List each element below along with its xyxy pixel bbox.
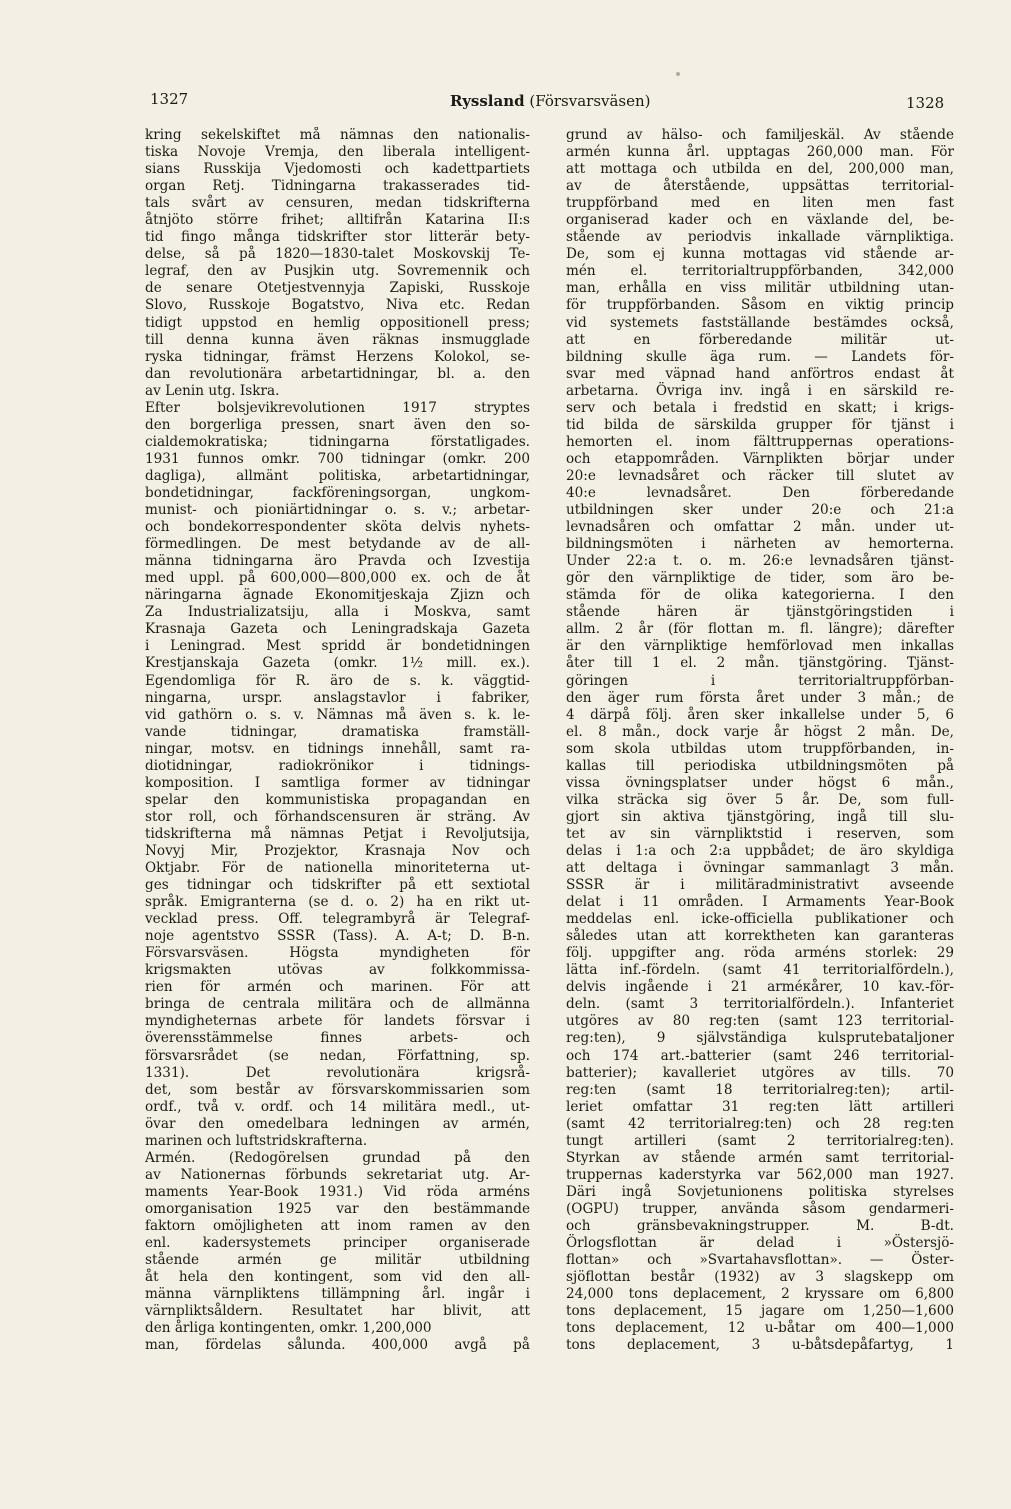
text-line: mén el. territorialtruppförbanden, 342,000	[566, 263, 954, 280]
text-line: Novyj Mir, Prozjektor, Krasnaja Nov och	[145, 842, 530, 859]
text-line: 20:e levnadsåret och räcker till slutet av	[566, 467, 954, 484]
text-line: hemorten el. inom fälttruppernas operations-	[566, 433, 954, 450]
text-line: i Leningrad. Mest spridd är bondetidningen	[145, 638, 530, 655]
text-line: således utan att korrektheten kan garanteras	[566, 928, 954, 945]
text-line: (samt 42 territorialreg:ten) och 28 reg:ten	[566, 1115, 954, 1132]
text-line: munist- och pioniärtidningar o. s. v.; arbetar-	[145, 502, 530, 519]
left-text-column	[145, 127, 530, 1417]
text-line: ges tidningar och tidskrifter på ett sextiotal	[145, 877, 530, 894]
text-line: enl. kadersystemets principer organiserade	[145, 1235, 530, 1252]
text-line: sjöflottan består (1932) av 3 slagskepp om	[566, 1269, 954, 1286]
text-line: utbildningen sker under 20:e och 21:a	[566, 502, 954, 519]
text-line: näringarna ägnade Ekonomitjeskaja Zjizn och	[145, 587, 530, 604]
text-line: och etappområden. Värnplikten börjar under	[566, 450, 954, 467]
text-line: serv och betala i fredstid en skatt; i krigs-	[566, 399, 954, 416]
text-line: man, fördelas sålunda. 400,000 avgå på	[145, 1337, 530, 1354]
text-line: bildningsmöten i närheten av hemorterna.	[566, 536, 954, 553]
text-line: göringen i territorialtruppförban-	[566, 672, 954, 689]
text-line: dan revolutionära arbetartidningar, bl. a. den	[145, 365, 530, 382]
text-line: vid systemets fastställande bestämdes också,	[566, 314, 954, 331]
text-line: tons deplacement, 15 jagare om 1,250—1,600	[566, 1303, 954, 1320]
text-line: maments Year-Book 1931.) Vid röda arméns	[145, 1183, 530, 1200]
text-line: utgöres av 80 reg:ten (samt 123 territorial-	[566, 1013, 954, 1030]
text-line: 4 därpå följ. åren sker inkallelse under 5, 6	[566, 706, 954, 723]
text-line: att deltaga i övningar sammanlagt 3 mån.	[566, 860, 954, 877]
text-line: Armén. (Redogörelsen grundad på den	[145, 1149, 530, 1166]
text-line: ryska tidningar, främst Herzens Kolokol, se-	[145, 348, 530, 365]
text-line: 24,000 tons deplacement, 2 kryssare om 6,800	[566, 1286, 954, 1303]
text-line: bringa de centrala militära och de allmänna	[145, 996, 530, 1013]
text-line: att en förberedande militär ut-	[566, 331, 954, 348]
text-line: försvarsrådet (se nedan, Författning, sp.	[145, 1047, 530, 1064]
text-line: åtnjöto större frihet; alltifrån Katarina II:s	[145, 212, 530, 229]
text-line: lätta inf.-fördeln. (samt 41 territorialfördeln.),	[566, 962, 954, 979]
text-line: den årliga kontingenten, omkr. 1,200,000	[145, 1320, 432, 1337]
text-line: tals svårt av censuren, medan tidskrifterna	[145, 195, 530, 212]
text-line: delse, så på 1820—1830-talet Moskovskij Te-	[145, 246, 530, 263]
text-line: Za Industrializatsiju, alla i Moskva, samt	[145, 604, 530, 621]
text-line: marinen och luftstridskrafterna.	[145, 1132, 368, 1149]
text-line: stämda för de olika kategorierna. I den	[566, 587, 954, 604]
text-line: att mottaga och utbilda en del, 200,000 man,	[566, 161, 954, 178]
right-text-column	[566, 127, 954, 1417]
text-line: Styrkan av stående armén samt territorial-	[566, 1149, 954, 1166]
text-line: värnpliktsåldern. Resultatet har blivit, att	[145, 1303, 530, 1320]
text-line: åt hela den kontingent, som vid den all-	[145, 1269, 530, 1286]
text-line: svar med väpnad hand anförtros endast åt	[566, 365, 954, 382]
text-line: Försvarsväsen. Högsta myndigheten för	[145, 945, 530, 962]
page-number-left: 1327	[150, 90, 189, 108]
text-line: vilka sträcka sig över 5 år. De, som full-	[566, 791, 954, 808]
page-header	[0, 90, 1011, 116]
text-line: tons deplacement, 3 u-båtsdepåfartyg, 1	[566, 1337, 954, 1354]
text-line: till denna kunna även räknas insmugglade	[145, 331, 530, 348]
text-line: allm. 2 år (för flottan m. fl. längre); därefter	[566, 621, 954, 638]
text-line: gör den värnpliktige de tider, som äro be-	[566, 570, 954, 587]
text-line: Efter bolsjevikrevolutionen 1917 stryptes	[145, 399, 530, 416]
text-line: organ Retj. Tidningarna trakasserades tid-	[145, 178, 530, 195]
text-line: tidskrifterna må nämnas Petjat i Revoljutsija,	[145, 825, 530, 842]
text-line: De, som ej kunna mottagas vid stående ar-	[566, 246, 954, 263]
text-line: rien för armén och marinen. För att	[145, 979, 530, 996]
text-line: och gränsbevakningstrupper. M. B-dt.	[566, 1218, 954, 1234]
text-line: språk. Emigranterna (se d. o. 2) ha en rikt ut-	[145, 894, 530, 911]
text-line: vissa övningsplatser under högst 6 mån.,	[566, 774, 954, 791]
text-line: tiska Novoje Vremja, den liberala intelligent-	[145, 144, 530, 161]
text-line: vid gathörn o. s. v. Nämnas må även s. k. le-	[145, 706, 530, 723]
text-line: myndigheternas arbete för landets försvar i	[145, 1013, 530, 1030]
text-line: ordf., två v. ordf. och 14 militära medl., ut-	[145, 1098, 530, 1115]
text-line: 40:e levnadsåret. Den förberedande	[566, 484, 954, 501]
text-line: förmedlingen. De mest betydande av de all-	[145, 536, 530, 553]
text-line: Egendomliga för R. äro de s. k. väggtid-	[145, 672, 530, 689]
text-line: armén kunna årl. upptagas 260,000 man. För	[566, 144, 954, 161]
text-line: Däri ingå Sovjetunionens politiska styrelses	[566, 1183, 954, 1200]
text-line: reg:ten (samt 18 territorialreg:ten); artil-	[566, 1081, 954, 1098]
text-line: Krestjanskaja Gazeta (omkr. 1½ mill. ex.).	[145, 655, 530, 672]
text-line: den borgerliga pressen, snart även den so-	[145, 416, 530, 433]
text-line: grund av hälso- och familjeskäl. Av stående	[566, 127, 954, 143]
text-line: man, erhålla en viss militär utbildning utan-	[566, 280, 954, 297]
text-line: männa tidningarna äro Pravda och Izvestija	[145, 553, 530, 570]
text-line: tid fingo många tidskrifter stor litterär bety-	[145, 229, 530, 246]
ink-speck	[676, 72, 680, 76]
text-line: ningarna, urspr. anslagstavlor i fabriker,	[145, 689, 530, 706]
text-line: och bondekorrespondenter sköta delvis nyhets-	[145, 519, 530, 536]
text-line: diotidningar, radiokrönikor i tidnings-	[145, 757, 530, 774]
text-line: noje agentstvo SSSR (Tass). A. A-t; D. B-n.	[145, 928, 530, 945]
text-line: SSSR är i militäradministrativt avseende	[566, 877, 954, 894]
text-line: kallas till periodiska utbildningsmöten på	[566, 757, 954, 774]
text-line: Krasnaja Gazeta och Leningradskaja Gazeta	[145, 621, 530, 638]
text-line: (OGPU) trupper, använda såsom gendarmeri-	[566, 1200, 954, 1217]
running-title-rest: (Försvarsväsen)	[524, 92, 651, 110]
text-line: följ. uppgifter ang. röda arméns storlek: 29	[566, 945, 954, 962]
text-line: organiserad kader och en växlande del, be-	[566, 212, 954, 229]
text-line: tungt artilleri (samt 2 territorialreg:ten).	[566, 1132, 954, 1149]
text-line: spelar den kommunistiska propagandan en	[145, 791, 530, 808]
text-line: åter till 1 el. 2 mån. tjänstgöring. Tjänst-	[566, 655, 954, 672]
text-line: vecklad press. Off. telegrambyrå är Telegraf-	[145, 911, 530, 928]
running-title-bold: Ryssland	[450, 92, 525, 110]
text-line: tidigt uppstod en hemlig oppositionell press;	[145, 314, 530, 331]
text-line: cialdemokratiska; tidningarna förstatligades.	[145, 433, 530, 450]
text-line: bildning skulle äga rum. — Landets för-	[566, 348, 954, 365]
text-line: leriet omfattar 31 reg:ten lätt artilleri	[566, 1098, 954, 1115]
text-line: är den värnpliktige hemförlovad men inkallas	[566, 638, 954, 655]
text-line: överensstämmelse finnes arbets- och	[145, 1030, 530, 1047]
text-line: ningar, motsv. en tidnings innehåll, samt ra-	[145, 740, 530, 757]
text-line: Slovo, Russkoje Bogatstvo, Niva etc. Redan	[145, 297, 530, 314]
text-line: stående av periodvis inkallade värnpliktiga.	[566, 229, 954, 246]
text-line: för truppförbanden. Såsom en viktig princip	[566, 297, 954, 314]
text-line: delas i 1:a och 2:a uppbådet; de äro skyldiga	[566, 842, 954, 859]
text-line: vande tidningar, dramatiska framställ-	[145, 723, 530, 740]
text-line: gjort sin aktiva tjänstgöring, ingå till slu-	[566, 808, 954, 825]
text-line: truppernas kaderstyrka var 562,000 man 1927.	[566, 1166, 954, 1183]
text-line: tons deplacement, 12 u-båtar om 400—1,000	[566, 1320, 954, 1337]
text-line: av Lenin utg. Iskra.	[145, 382, 280, 399]
text-line: dagliga), allmänt politiska, arbetartidningar,	[145, 467, 530, 484]
text-line: som skola utbildas utom truppförbanden, in-	[566, 740, 954, 757]
text-line: tet av sin värnpliktstid i reserven, som	[566, 825, 954, 842]
text-line: övar den omedelbara ledningen av armén,	[145, 1115, 530, 1132]
text-line: levnadsåren och omfattar 2 mån. under ut-	[566, 519, 954, 536]
text-line: med uppl. på 600,000—800,000 ex. och de åt	[145, 570, 530, 587]
text-line: sians Russkija Vjedomosti och kadettpartiets	[145, 161, 530, 178]
text-line: omorganisation 1925 var den bestämmande	[145, 1200, 530, 1217]
text-line: meddelas enl. icke-officiella publikationer och	[566, 911, 954, 928]
text-line: stor roll, och förhandscensuren är sträng. Av	[145, 808, 530, 825]
page-number-right: 1328	[906, 94, 945, 112]
text-line: kring sekelskiftet må nämnas den nationalis-	[145, 127, 530, 143]
text-line: av Nationernas förbunds sekretariat utg. Ar-	[145, 1166, 530, 1183]
text-line: arbetarna. Övriga inv. ingå i en särskild re-	[566, 382, 954, 399]
text-line: delat i 11 områden. I Armaments Year-Book	[566, 894, 954, 911]
text-line: 1931 funnos omkr. 700 tidningar (omkr. 200	[145, 450, 530, 467]
text-line: tid bilda de särskilda grupper för tjänst i	[566, 416, 954, 433]
text-line: krigsmakten utövas av folkkommissa-	[145, 962, 530, 979]
text-line: el. 8 mån., dock varje år högst 2 mån. De,	[566, 723, 954, 740]
text-line: truppförband med en liten men fast	[566, 195, 954, 212]
text-line: reg:ten), 9 självständiga kulsprutebataljoner	[566, 1030, 954, 1047]
text-line: och 174 art.-batterier (samt 246 territorial-	[566, 1047, 954, 1064]
text-line: faktorn omöjligheten att inom ramen av den	[145, 1218, 530, 1234]
text-line: delvis ingående i 21 arméкårer, 10 kav.-för-	[566, 979, 954, 996]
text-line: den äger rum första året under 3 mån.; de	[566, 689, 954, 706]
text-line: männa värnpliktens tillämpning årl. ingår i	[145, 1286, 530, 1303]
text-line: 1331). Det revolutionära krigsrå-	[145, 1064, 530, 1081]
text-line: Under 22:a t. o. m. 26:e levnadsåren tjänst-	[566, 553, 954, 570]
text-line: Örlogsflottan är delad i »Östersjö-	[566, 1235, 954, 1252]
running-title	[450, 92, 651, 110]
text-line: de senare Otetjestvennyja Zapiski, Russkoje	[145, 280, 530, 297]
text-line: batterier); kavalleriet utgöres av tills. 70	[566, 1064, 954, 1081]
text-line: deln. (samt 3 territorialfördeln.). Infanteriet	[566, 996, 954, 1013]
text-line: Oktjabr. För de nationella minoriteterna ut-	[145, 860, 530, 877]
text-line: stående armén ge militär utbildning	[145, 1252, 530, 1269]
text-line: flottan» och »Svartahavsflottan». — Öster-	[566, 1252, 954, 1269]
text-line: komposition. I samtliga former av tidningar	[145, 774, 530, 791]
text-line: legraf, den av Pusjkin utg. Sovremennik och	[145, 263, 530, 280]
text-line: stående hären är tjänstgöringstiden i	[566, 604, 954, 621]
text-line: det, som består av försvarskommissarien som	[145, 1081, 530, 1098]
text-line: av de återstående, uppsättas territorial-	[566, 178, 954, 195]
text-line: bondetidningar, fackföreningsorgan, ungkom-	[145, 484, 530, 501]
